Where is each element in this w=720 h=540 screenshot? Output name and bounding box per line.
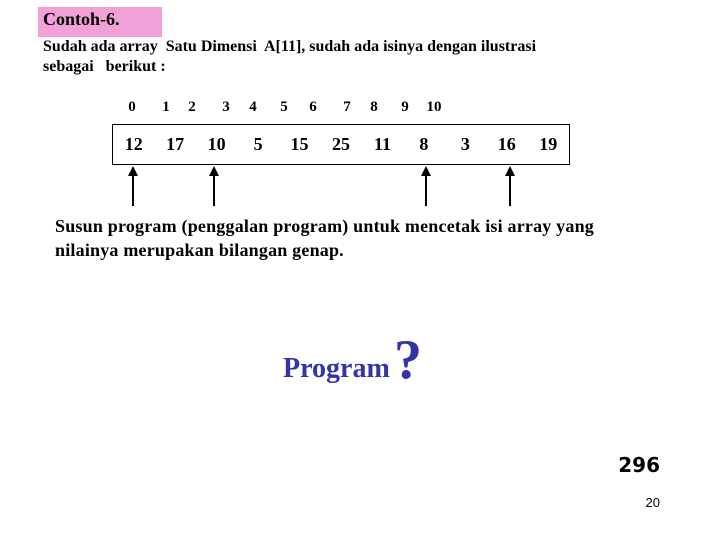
- arrow-up-icon: [208, 166, 220, 206]
- array-index: 5: [280, 99, 288, 115]
- array-index: 4: [249, 99, 257, 115]
- array-index: 8: [370, 99, 378, 115]
- array-index: 7: [343, 99, 351, 115]
- array-cell: 3: [460, 134, 470, 154]
- array-index: 1: [162, 99, 170, 115]
- array-index: 10: [426, 99, 442, 115]
- array-cell: 8: [419, 134, 429, 154]
- array-cell: 5: [253, 134, 263, 154]
- array-cell: 11: [373, 134, 391, 154]
- arrow-up-icon: [127, 166, 139, 206]
- array-cell: 12: [124, 134, 143, 154]
- array-cell: 19: [539, 134, 558, 154]
- program-label: Program: [283, 353, 390, 384]
- array-index: 6: [309, 99, 317, 115]
- array-cell: 16: [497, 134, 516, 154]
- task-line: nilainya merupakan bilangan genap.: [55, 240, 344, 260]
- array-cell: 17: [166, 134, 185, 154]
- slide-title: Contoh-6.: [43, 9, 120, 29]
- answer-number: 296: [618, 453, 660, 477]
- array-index: 3: [222, 99, 230, 115]
- intro-text: [43, 37, 683, 77]
- intro-line: sebagai berikut :: [43, 58, 166, 75]
- page-number: 20: [645, 495, 660, 510]
- task-line: Susun program (penggalan program) untuk mencetak isi array yang: [55, 216, 594, 236]
- array-cell: 15: [290, 134, 309, 154]
- array-box: [112, 124, 570, 165]
- array-cell: 25: [331, 134, 350, 154]
- question-mark: ?: [394, 329, 422, 391]
- array-index: 2: [188, 99, 196, 115]
- arrow-up-icon: [504, 166, 516, 206]
- array-index: 0: [128, 99, 136, 115]
- array-index: 9: [401, 99, 409, 115]
- array-cell: 10: [207, 134, 226, 154]
- arrow-up-icon: [420, 166, 432, 206]
- task-text: [55, 214, 675, 262]
- intro-line: Sudah ada array Satu Dimensi A[11], sudah ada isinya dengan ilustrasi: [43, 38, 537, 55]
